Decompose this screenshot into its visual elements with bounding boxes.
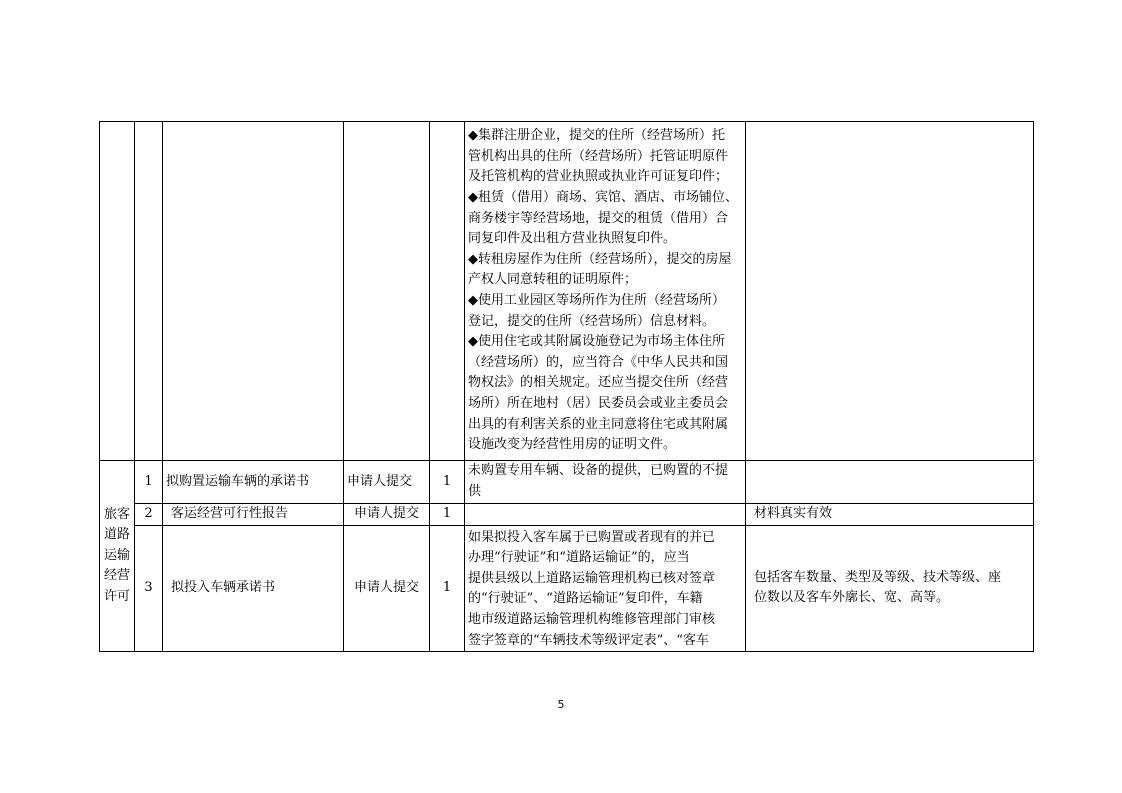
note-cell: 材料真实有效 <box>746 504 1034 526</box>
category-label: 运输 <box>103 547 130 563</box>
category-cell <box>100 122 135 461</box>
category-label: 道路 <box>103 527 130 543</box>
table-row <box>100 122 1034 461</box>
category-cell <box>100 461 135 652</box>
material-source: 申请人提交 <box>344 461 430 504</box>
materials-table <box>99 121 1034 652</box>
category-label: 经营 <box>103 568 130 584</box>
requirement-cell <box>465 461 746 504</box>
page-number: 5 <box>557 698 565 711</box>
material-copies: 1 <box>430 525 465 652</box>
requirement-line: ◆租赁（借用）商场、宾馆、酒店、市场铺位、 <box>468 190 738 206</box>
requirement-line: ◆集群注册企业，提交的住所（经营场所）托 <box>468 128 725 144</box>
requirement-cell <box>465 504 746 526</box>
requirement-line: 办理“行驶证”和“道路运输证”的，应当 <box>468 550 690 566</box>
material-source: 申请人提交 <box>344 525 430 652</box>
requirement-line: 出具的有利害关系的业主同意将住宅或其附属 <box>468 416 729 432</box>
note-line: 包括客车数量、类型及等级、技术等级、座 <box>754 569 1002 585</box>
requirement-line: 如果拟投入客车属于已购置或者现有的并已 <box>468 529 716 545</box>
category-label: 旅客 <box>103 506 130 522</box>
no-cell <box>135 122 163 461</box>
material-name: 客运经营可行性报告 <box>163 504 344 526</box>
note-line: 位数以及客车外廓长、宽、高等。 <box>754 590 950 606</box>
requirement-line: ◆使用工业园区等场所作为住所（经营场所） <box>468 293 725 308</box>
requirement-line: 地市级道路运输管理机构维修管理部门审核 <box>468 611 716 627</box>
requirement-line: 供 <box>468 484 482 499</box>
category-label: 许可 <box>103 588 130 604</box>
note-cell <box>746 461 1034 504</box>
material-copies: 1 <box>430 504 465 526</box>
material-name: 拟购置运输车辆的承诺书 <box>163 461 344 504</box>
table-row <box>100 461 1034 504</box>
requirement-line: 及托管机构的营业执照或执业许可证复印件； <box>468 169 729 185</box>
table-row <box>100 525 1034 652</box>
table-row <box>100 504 1034 526</box>
requirement-line: 商务楼宇等经营场地，提交的租赁（借用）合 <box>468 210 729 226</box>
requirement-line: 签字签章的“车辆技术等级评定表”、“客车 <box>468 632 709 648</box>
material-source: 申请人提交 <box>344 504 430 526</box>
requirement-line: 登记，提交的住所（经营场所）信息材料。 <box>468 313 716 329</box>
requirement-line: （经营场所）的，应当符合《中华人民共和国 <box>468 354 729 370</box>
material-name: 拟投入车辆承诺书 <box>163 525 344 652</box>
requirement-cell <box>465 525 746 652</box>
requirement-line: 未购置专用车辆、设备的提供，已购置的不提 <box>468 463 729 479</box>
note-cell <box>746 122 1034 461</box>
requirement-line: 同复印件及出租方营业执照复印件。 <box>468 231 677 247</box>
requirement-line: 产权人同意转租的证明原件； <box>468 272 638 288</box>
material-copies: 1 <box>430 461 465 504</box>
row-number: 3 <box>135 525 163 652</box>
requirement-line: 管机构出具的住所（经营场所）托管证明原件 <box>468 148 729 164</box>
copies-cell <box>430 122 465 461</box>
requirement-cell <box>465 122 746 461</box>
row-number: 1 <box>135 461 163 504</box>
requirement-line: 物权法》的相关规定。还应当提交住所（经营 <box>468 375 729 391</box>
requirement-line: 设施改变为经营性用房的证明文件。 <box>468 437 677 453</box>
requirement-line: ◆转租房屋作为住所（经营场所），提交的房屋 <box>468 251 732 267</box>
material-name-cell <box>163 122 344 461</box>
requirement-line: 的“行驶证”、“道路运输证”复印件，车籍 <box>468 591 703 607</box>
requirement-line: 场所）所在地村（居）民委员会或业主委员会 <box>468 395 729 411</box>
requirement-line: ◆使用住宅或其附属设施登记为市场主体住所 <box>468 334 725 350</box>
row-number: 2 <box>135 504 163 526</box>
source-cell <box>344 122 430 461</box>
requirement-line: 提供县级以上道路运输管理机构已核对签章 <box>468 570 716 586</box>
note-cell <box>746 525 1034 652</box>
